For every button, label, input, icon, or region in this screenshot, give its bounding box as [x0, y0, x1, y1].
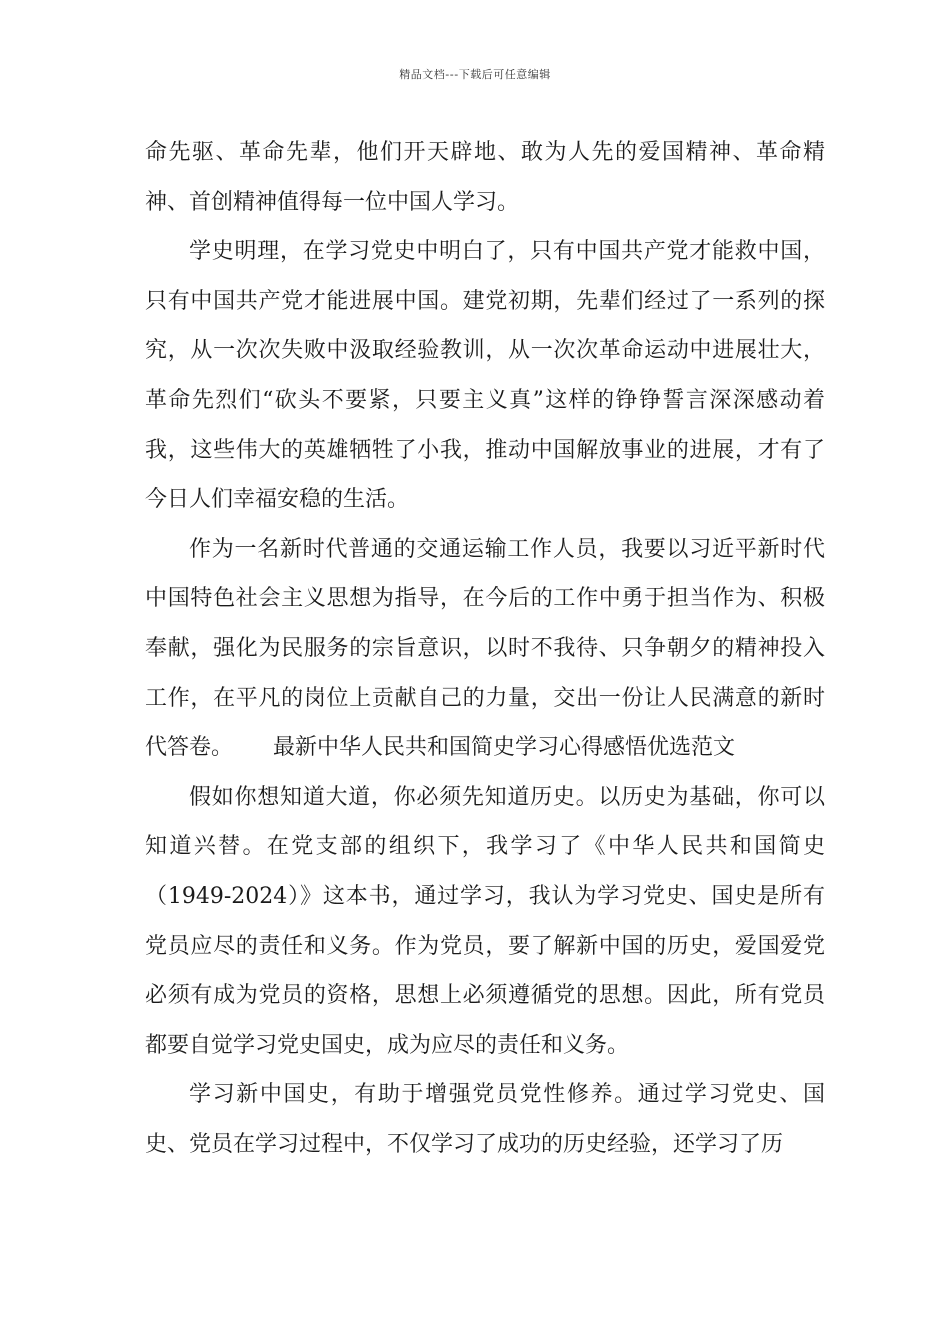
paragraph: 命先驱、革命先辈，他们开天辟地、敢为人先的爱国精神、革命精神、首创精神值得每一位中国人学习。: [145, 140, 825, 215]
paragraph: 假如你想知道大道，你必须先知道历史。以历史为基础，你可以知道兴替。在党支部的组织下，我学习了《中华人民共和国简史（1949-2024）》这本书，通过学习，我认为学习党史、国史是所有党员应尽的责任和义务。作为党员，要了解新中国的历史，爱国爱党必须有成为党员的资格，思想上必须遵循党的思想。因此，所有党员都要自觉学习党史国史，成为应尽的责任和义务。: [145, 784, 825, 1058]
paragraph: 学史明理，在学习党史中明白了，只有中国共产党才能救中国，只有中国共产党才能进展中国。建党初期，先辈们经过了一系列的探究，从一次次失败中汲取经验教训，从一次次革命运动中进展壮大，革命先烈们“砍头不要紧，只要主义真”这样的铮铮誓言深深感动着我，这些伟大的英雄牺牲了小我，推动中国解放事业的进展，才有了今日人们幸福安稳的生活。: [145, 239, 825, 513]
document-body: [145, 128, 825, 1169]
paragraph: 学习新中国史，有助于增强党员党性修养。通过学习党史、国史、党员在学习过程中，不仅学习了成功的历史经验，还学习了历: [145, 1082, 825, 1157]
page-header: 精品文档---下载后可任意编辑: [399, 68, 551, 81]
paragraph: [145, 525, 825, 773]
section-heading: 最新中华人民共和国简史学习心得感悟优选范文: [273, 735, 736, 761]
paragraph-text: 作为一名新时代普通的交通运输工作人员，我要以习近平新时代中国特色社会主义思想为指导，在今后的工作中勇于担当作为、积极奉献，强化为民服务的宗旨意识，以时不我待、只争朝夕的精神投入工作，在平凡的岗位上贡献自己的力量，交出一份让人民满意的新时代答卷。: [145, 536, 825, 761]
